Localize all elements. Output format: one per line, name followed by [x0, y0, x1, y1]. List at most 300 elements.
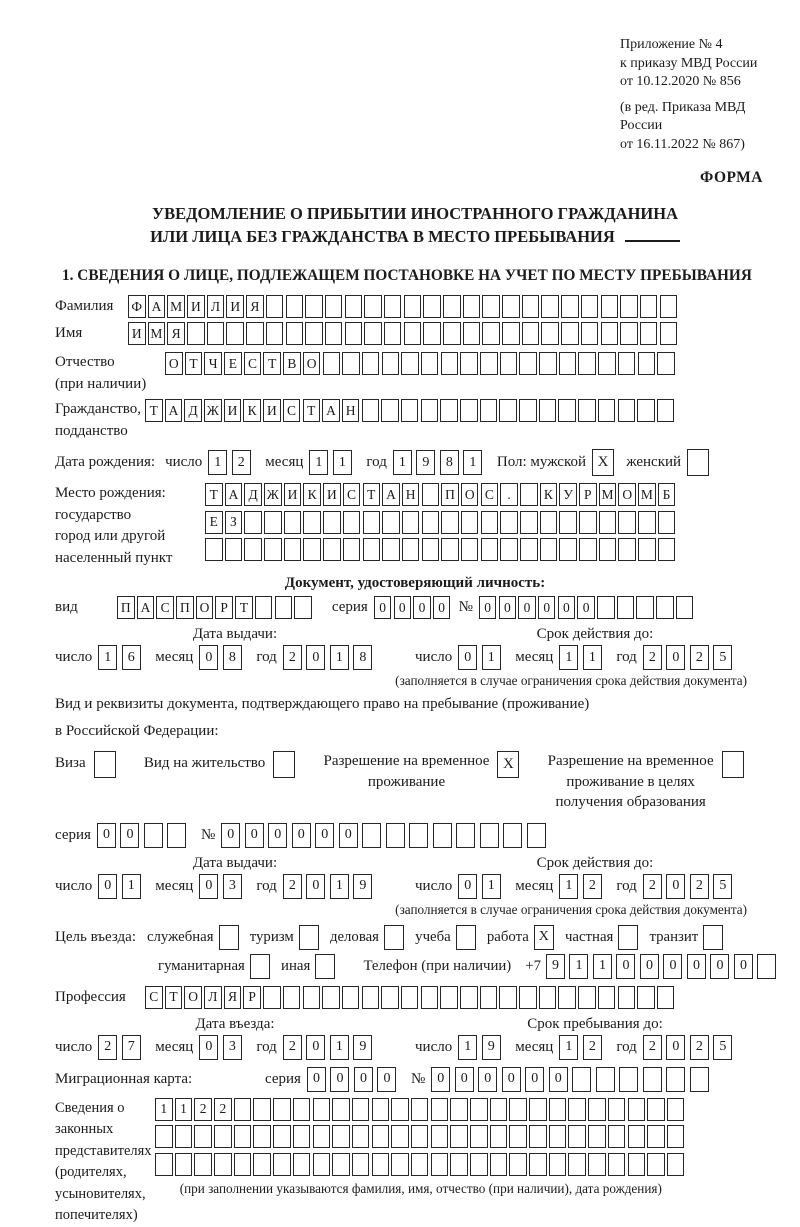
char-box-filled[interactable]: 0: [687, 954, 706, 979]
char-box-filled[interactable]: 0: [549, 1067, 568, 1092]
char-box-empty[interactable]: [490, 1153, 508, 1176]
char-box-filled[interactable]: 0: [315, 823, 334, 848]
char-box-empty[interactable]: [482, 295, 500, 318]
char-box-empty[interactable]: [362, 823, 381, 848]
char-box-filled[interactable]: З: [225, 511, 243, 534]
char-box-empty[interactable]: [520, 538, 538, 561]
char-box-empty[interactable]: [411, 1098, 429, 1121]
char-box-filled[interactable]: Б: [658, 483, 676, 506]
char-box-empty[interactable]: [402, 538, 420, 561]
char-box-filled[interactable]: X: [534, 925, 554, 950]
char-box-empty[interactable]: [431, 1153, 449, 1176]
char-box-filled[interactable]: 8: [223, 645, 242, 670]
char-box-empty[interactable]: [599, 511, 617, 534]
char-box-filled[interactable]: 1: [330, 645, 349, 670]
char-box-empty[interactable]: [250, 954, 270, 979]
char-box-empty[interactable]: [509, 1125, 527, 1148]
char-box-empty[interactable]: [386, 823, 405, 848]
char-box-filled[interactable]: 0: [478, 1067, 497, 1092]
char-box-filled[interactable]: Я: [246, 295, 264, 318]
char-box-filled[interactable]: 0: [455, 1067, 474, 1092]
char-box-filled[interactable]: 2: [583, 874, 602, 899]
char-box-empty[interactable]: [234, 1098, 252, 1121]
char-box-filled[interactable]: М: [599, 483, 617, 506]
char-box-filled[interactable]: Л: [204, 986, 222, 1009]
char-box-empty[interactable]: [481, 538, 499, 561]
char-box-empty[interactable]: [572, 1067, 591, 1092]
char-box-empty[interactable]: [480, 352, 498, 375]
char-box-filled[interactable]: Т: [303, 399, 321, 422]
char-box-empty[interactable]: [647, 1153, 665, 1176]
char-box-empty[interactable]: [618, 538, 636, 561]
char-box-empty[interactable]: [539, 352, 557, 375]
char-box-filled[interactable]: Т: [145, 399, 163, 422]
char-box-empty[interactable]: [273, 1125, 291, 1148]
char-box-empty[interactable]: [667, 1098, 685, 1121]
char-box-empty[interactable]: [637, 986, 655, 1009]
char-box-filled[interactable]: 0: [306, 874, 325, 899]
char-box-empty[interactable]: [667, 1125, 685, 1148]
char-box-empty[interactable]: [440, 986, 458, 1009]
char-box-filled[interactable]: X: [592, 449, 614, 476]
char-box-filled[interactable]: Я: [224, 986, 242, 1009]
char-box-filled[interactable]: 0: [306, 645, 325, 670]
char-box-filled[interactable]: 1: [98, 645, 117, 670]
char-box-filled[interactable]: 0: [640, 954, 659, 979]
char-box-filled[interactable]: 1: [333, 450, 352, 475]
char-box-empty[interactable]: [657, 986, 675, 1009]
char-box-empty[interactable]: [601, 322, 619, 345]
char-box-filled[interactable]: 0: [499, 596, 517, 619]
char-box-filled[interactable]: 9: [416, 450, 435, 475]
char-box-empty[interactable]: [456, 925, 476, 950]
char-box-empty[interactable]: [421, 352, 439, 375]
char-box-empty[interactable]: [522, 322, 540, 345]
char-box-filled[interactable]: А: [225, 483, 243, 506]
char-box-empty[interactable]: [588, 1125, 606, 1148]
char-box-empty[interactable]: [155, 1153, 173, 1176]
char-box-empty[interactable]: [657, 399, 675, 422]
char-box-empty[interactable]: [431, 1098, 449, 1121]
char-box-empty[interactable]: [703, 925, 723, 950]
char-box-empty[interactable]: [422, 483, 440, 506]
char-box-empty[interactable]: [384, 322, 402, 345]
char-box-filled[interactable]: 1: [559, 874, 578, 899]
char-box-filled[interactable]: 8: [440, 450, 459, 475]
char-box-empty[interactable]: [578, 352, 596, 375]
char-box-empty[interactable]: [527, 823, 546, 848]
char-box-empty[interactable]: [441, 352, 459, 375]
char-box-empty[interactable]: [155, 1125, 173, 1148]
char-box-empty[interactable]: [460, 352, 478, 375]
char-box-empty[interactable]: [460, 399, 478, 422]
char-box-filled[interactable]: 2: [643, 874, 662, 899]
char-box-empty[interactable]: [579, 511, 597, 534]
char-box-empty[interactable]: [391, 1125, 409, 1148]
char-box-empty[interactable]: [502, 322, 520, 345]
char-box-filled[interactable]: 1: [175, 1098, 193, 1121]
char-box-empty[interactable]: [411, 1153, 429, 1176]
char-box-filled[interactable]: 0: [458, 874, 477, 899]
char-box-filled[interactable]: 5: [713, 1035, 732, 1060]
char-box-empty[interactable]: [325, 322, 343, 345]
char-box-filled[interactable]: 6: [122, 645, 141, 670]
char-box-empty[interactable]: [381, 986, 399, 1009]
char-box-filled[interactable]: О: [461, 483, 479, 506]
char-box-empty[interactable]: [421, 986, 439, 1009]
char-box-filled[interactable]: Е: [224, 352, 242, 375]
char-box-filled[interactable]: Д: [184, 399, 202, 422]
char-box-empty[interactable]: [658, 538, 676, 561]
char-box-filled[interactable]: А: [382, 483, 400, 506]
char-box-filled[interactable]: 1: [482, 645, 501, 670]
char-box-empty[interactable]: [372, 1098, 390, 1121]
char-box-filled[interactable]: И: [284, 483, 302, 506]
char-box-filled[interactable]: 1: [208, 450, 227, 475]
char-box-filled[interactable]: Т: [165, 986, 183, 1009]
char-box-empty[interactable]: [345, 322, 363, 345]
char-box-empty[interactable]: [529, 1098, 547, 1121]
char-box-empty[interactable]: [581, 322, 599, 345]
char-box-empty[interactable]: [502, 295, 520, 318]
char-box-filled[interactable]: Ф: [128, 295, 146, 318]
char-box-filled[interactable]: 2: [690, 1035, 709, 1060]
char-box-empty[interactable]: [402, 511, 420, 534]
char-box-filled[interactable]: 0: [479, 596, 497, 619]
char-box-filled[interactable]: П: [441, 483, 459, 506]
char-box-empty[interactable]: [214, 1153, 232, 1176]
char-box-empty[interactable]: [391, 1153, 409, 1176]
char-box-filled[interactable]: X: [497, 751, 519, 778]
char-box-empty[interactable]: [244, 511, 262, 534]
char-box-empty[interactable]: [382, 511, 400, 534]
char-box-filled[interactable]: О: [165, 352, 183, 375]
char-box-empty[interactable]: [549, 1153, 567, 1176]
char-box-empty[interactable]: [404, 322, 422, 345]
char-box-filled[interactable]: С: [156, 596, 174, 619]
char-box-filled[interactable]: К: [540, 483, 558, 506]
char-box-empty[interactable]: [323, 352, 341, 375]
char-box-empty[interactable]: [461, 538, 479, 561]
char-box-filled[interactable]: А: [148, 295, 166, 318]
char-box-empty[interactable]: [362, 986, 380, 1009]
char-box-empty[interactable]: [323, 538, 341, 561]
char-box-filled[interactable]: Р: [215, 596, 233, 619]
char-box-empty[interactable]: [470, 1098, 488, 1121]
char-box-empty[interactable]: [253, 1125, 271, 1148]
char-box-empty[interactable]: [490, 1098, 508, 1121]
char-box-empty[interactable]: [305, 295, 323, 318]
char-box-empty[interactable]: [561, 322, 579, 345]
char-box-filled[interactable]: 0: [339, 823, 358, 848]
char-box-empty[interactable]: [519, 399, 537, 422]
char-box-filled[interactable]: 1: [463, 450, 482, 475]
char-box-empty[interactable]: [558, 399, 576, 422]
char-box-filled[interactable]: 1: [330, 1035, 349, 1060]
char-box-empty[interactable]: [342, 352, 360, 375]
char-box-empty[interactable]: [234, 1153, 252, 1176]
char-box-filled[interactable]: 0: [98, 874, 117, 899]
char-box-empty[interactable]: [559, 352, 577, 375]
char-box-filled[interactable]: 2: [98, 1035, 117, 1060]
char-box-empty[interactable]: [461, 511, 479, 534]
char-box-filled[interactable]: 1: [458, 1035, 477, 1060]
char-box-empty[interactable]: [450, 1125, 468, 1148]
char-box-filled[interactable]: 2: [583, 1035, 602, 1060]
char-box-filled[interactable]: 3: [223, 874, 242, 899]
char-box-empty[interactable]: [423, 295, 441, 318]
char-box-filled[interactable]: И: [224, 399, 242, 422]
char-box-empty[interactable]: [638, 352, 656, 375]
char-box-empty[interactable]: [658, 511, 676, 534]
char-box-filled[interactable]: С: [145, 986, 163, 1009]
char-box-empty[interactable]: [660, 295, 678, 318]
char-box-empty[interactable]: [422, 511, 440, 534]
char-box-empty[interactable]: [431, 1125, 449, 1148]
char-box-empty[interactable]: [618, 986, 636, 1009]
char-box-filled[interactable]: 0: [666, 1035, 685, 1060]
char-box-empty[interactable]: [363, 511, 381, 534]
char-box-filled[interactable]: М: [167, 295, 185, 318]
char-box-filled[interactable]: 2: [283, 874, 302, 899]
char-box-empty[interactable]: [690, 1067, 709, 1092]
char-box-filled[interactable]: О: [303, 352, 321, 375]
char-box-empty[interactable]: [660, 322, 678, 345]
char-box-filled[interactable]: 0: [377, 1067, 396, 1092]
char-box-empty[interactable]: [636, 596, 654, 619]
char-box-empty[interactable]: [500, 538, 518, 561]
char-box-empty[interactable]: [175, 1153, 193, 1176]
char-box-empty[interactable]: [325, 295, 343, 318]
char-box-empty[interactable]: [598, 352, 616, 375]
char-box-empty[interactable]: [601, 295, 619, 318]
char-box-filled[interactable]: 1: [482, 874, 501, 899]
char-box-empty[interactable]: [608, 1153, 626, 1176]
char-box-empty[interactable]: [463, 295, 481, 318]
char-box-empty[interactable]: [568, 1098, 586, 1121]
char-box-empty[interactable]: [509, 1153, 527, 1176]
char-box-empty[interactable]: [618, 399, 636, 422]
char-box-empty[interactable]: [657, 352, 675, 375]
char-box-empty[interactable]: [503, 823, 522, 848]
char-box-filled[interactable]: 9: [353, 1035, 372, 1060]
char-box-empty[interactable]: [313, 1098, 331, 1121]
char-box-empty[interactable]: [364, 322, 382, 345]
char-box-filled[interactable]: 9: [482, 1035, 501, 1060]
char-box-filled[interactable]: 0: [666, 874, 685, 899]
char-box-empty[interactable]: [597, 596, 615, 619]
char-box-empty[interactable]: [519, 986, 537, 1009]
char-box-filled[interactable]: 0: [199, 645, 218, 670]
char-box-empty[interactable]: [293, 1125, 311, 1148]
char-box-filled[interactable]: П: [117, 596, 135, 619]
char-box-empty[interactable]: [520, 483, 538, 506]
char-box-empty[interactable]: [264, 538, 282, 561]
char-box-filled[interactable]: Д: [244, 483, 262, 506]
char-box-empty[interactable]: [588, 1153, 606, 1176]
char-box-filled[interactable]: 9: [546, 954, 565, 979]
char-box-empty[interactable]: [480, 823, 499, 848]
char-box-empty[interactable]: [598, 986, 616, 1009]
char-box-filled[interactable]: 0: [221, 823, 240, 848]
char-box-filled[interactable]: Н: [342, 399, 360, 422]
char-box-filled[interactable]: 1: [569, 954, 588, 979]
char-box-filled[interactable]: 2: [214, 1098, 232, 1121]
char-box-empty[interactable]: [619, 1067, 638, 1092]
char-box-empty[interactable]: [352, 1098, 370, 1121]
char-box-empty[interactable]: [401, 986, 419, 1009]
char-box-empty[interactable]: [372, 1153, 390, 1176]
char-box-filled[interactable]: 5: [713, 645, 732, 670]
char-box-filled[interactable]: 0: [354, 1067, 373, 1092]
char-box-filled[interactable]: Е: [205, 511, 223, 534]
char-box-filled[interactable]: В: [283, 352, 301, 375]
char-box-empty[interactable]: [559, 511, 577, 534]
char-box-empty[interactable]: [253, 1153, 271, 1176]
char-box-empty[interactable]: [757, 954, 776, 979]
char-box-empty[interactable]: [568, 1153, 586, 1176]
char-box-filled[interactable]: 1: [593, 954, 612, 979]
char-box-empty[interactable]: [539, 399, 557, 422]
char-box-empty[interactable]: [94, 751, 116, 778]
char-box-empty[interactable]: [194, 1153, 212, 1176]
char-box-empty[interactable]: [384, 925, 404, 950]
char-box-filled[interactable]: С: [481, 483, 499, 506]
char-box-empty[interactable]: [578, 399, 596, 422]
char-box-empty[interactable]: [315, 954, 335, 979]
char-box-filled[interactable]: 0: [577, 596, 595, 619]
char-box-filled[interactable]: 8: [353, 645, 372, 670]
char-box-empty[interactable]: [460, 986, 478, 1009]
char-box-empty[interactable]: [362, 399, 380, 422]
char-box-filled[interactable]: М: [148, 322, 166, 345]
char-box-empty[interactable]: [541, 295, 559, 318]
char-box-filled[interactable]: К: [243, 399, 261, 422]
char-box-empty[interactable]: [549, 1098, 567, 1121]
char-box-filled[interactable]: Н: [402, 483, 420, 506]
char-box-empty[interactable]: [275, 596, 293, 619]
char-box-empty[interactable]: [561, 295, 579, 318]
char-box-filled[interactable]: 7: [122, 1035, 141, 1060]
char-box-empty[interactable]: [529, 1125, 547, 1148]
char-box-empty[interactable]: [303, 511, 321, 534]
char-box-filled[interactable]: Т: [363, 483, 381, 506]
char-box-empty[interactable]: [234, 1125, 252, 1148]
char-box-filled[interactable]: Л: [207, 295, 225, 318]
char-box-empty[interactable]: [463, 322, 481, 345]
char-box-empty[interactable]: [628, 1153, 646, 1176]
char-box-filled[interactable]: Т: [235, 596, 253, 619]
char-box-empty[interactable]: [620, 295, 638, 318]
char-box-empty[interactable]: [411, 1125, 429, 1148]
char-box-empty[interactable]: [440, 399, 458, 422]
char-box-filled[interactable]: 0: [710, 954, 729, 979]
char-box-empty[interactable]: [225, 538, 243, 561]
char-box-empty[interactable]: [219, 925, 239, 950]
char-box-empty[interactable]: [343, 538, 361, 561]
char-box-empty[interactable]: [480, 399, 498, 422]
char-box-filled[interactable]: 0: [394, 596, 412, 619]
char-box-filled[interactable]: П: [176, 596, 194, 619]
char-box-empty[interactable]: [578, 986, 596, 1009]
char-box-empty[interactable]: [332, 1125, 350, 1148]
char-box-empty[interactable]: [490, 1125, 508, 1148]
char-box-empty[interactable]: [187, 322, 205, 345]
char-box-empty[interactable]: [608, 1098, 626, 1121]
char-box-empty[interactable]: [253, 1098, 271, 1121]
char-box-filled[interactable]: Т: [185, 352, 203, 375]
char-box-empty[interactable]: [313, 1125, 331, 1148]
char-box-empty[interactable]: [450, 1153, 468, 1176]
char-box-empty[interactable]: [522, 295, 540, 318]
char-box-filled[interactable]: С: [343, 483, 361, 506]
char-box-empty[interactable]: [540, 538, 558, 561]
char-box-filled[interactable]: Р: [243, 986, 261, 1009]
char-box-empty[interactable]: [364, 295, 382, 318]
char-box-empty[interactable]: [499, 986, 517, 1009]
char-box-filled[interactable]: О: [618, 483, 636, 506]
char-box-empty[interactable]: [286, 295, 304, 318]
char-box-empty[interactable]: [293, 1098, 311, 1121]
char-box-empty[interactable]: [638, 538, 656, 561]
char-box-filled[interactable]: И: [263, 399, 281, 422]
char-box-empty[interactable]: [617, 596, 635, 619]
char-box-empty[interactable]: [283, 986, 301, 1009]
char-box-empty[interactable]: [299, 925, 319, 950]
char-box-empty[interactable]: [255, 596, 273, 619]
char-box-filled[interactable]: Ж: [264, 483, 282, 506]
char-box-empty[interactable]: [628, 1125, 646, 1148]
char-box-empty[interactable]: [293, 1153, 311, 1176]
char-box-empty[interactable]: [305, 322, 323, 345]
char-box-filled[interactable]: 0: [502, 1067, 521, 1092]
char-box-filled[interactable]: Ж: [204, 399, 222, 422]
char-box-empty[interactable]: [294, 596, 312, 619]
char-box-empty[interactable]: [667, 1153, 685, 1176]
char-box-filled[interactable]: 0: [663, 954, 682, 979]
char-box-empty[interactable]: [273, 1153, 291, 1176]
char-box-filled[interactable]: Т: [263, 352, 281, 375]
char-box-filled[interactable]: 0: [199, 874, 218, 899]
char-box-empty[interactable]: [647, 1098, 665, 1121]
char-box-empty[interactable]: [628, 1098, 646, 1121]
char-box-empty[interactable]: [345, 295, 363, 318]
char-box-filled[interactable]: 0: [120, 823, 139, 848]
char-box-empty[interactable]: [608, 1125, 626, 1148]
char-box-empty[interactable]: [640, 295, 658, 318]
char-box-empty[interactable]: [352, 1125, 370, 1148]
char-box-filled[interactable]: 9: [353, 874, 372, 899]
char-box-empty[interactable]: [264, 511, 282, 534]
char-box-empty[interactable]: [450, 1098, 468, 1121]
char-box-empty[interactable]: [144, 823, 163, 848]
char-box-filled[interactable]: 0: [518, 596, 536, 619]
char-box-empty[interactable]: [643, 1067, 662, 1092]
char-box-filled[interactable]: О: [184, 986, 202, 1009]
char-box-empty[interactable]: [266, 295, 284, 318]
char-box-empty[interactable]: [382, 538, 400, 561]
char-box-empty[interactable]: [443, 322, 461, 345]
char-box-empty[interactable]: [480, 986, 498, 1009]
char-box-empty[interactable]: [618, 511, 636, 534]
char-box-empty[interactable]: [618, 925, 638, 950]
char-box-filled[interactable]: 1: [309, 450, 328, 475]
char-box-empty[interactable]: [381, 399, 399, 422]
char-box-filled[interactable]: 0: [616, 954, 635, 979]
char-box-empty[interactable]: [194, 1125, 212, 1148]
char-box-empty[interactable]: [175, 1125, 193, 1148]
char-box-filled[interactable]: А: [165, 399, 183, 422]
